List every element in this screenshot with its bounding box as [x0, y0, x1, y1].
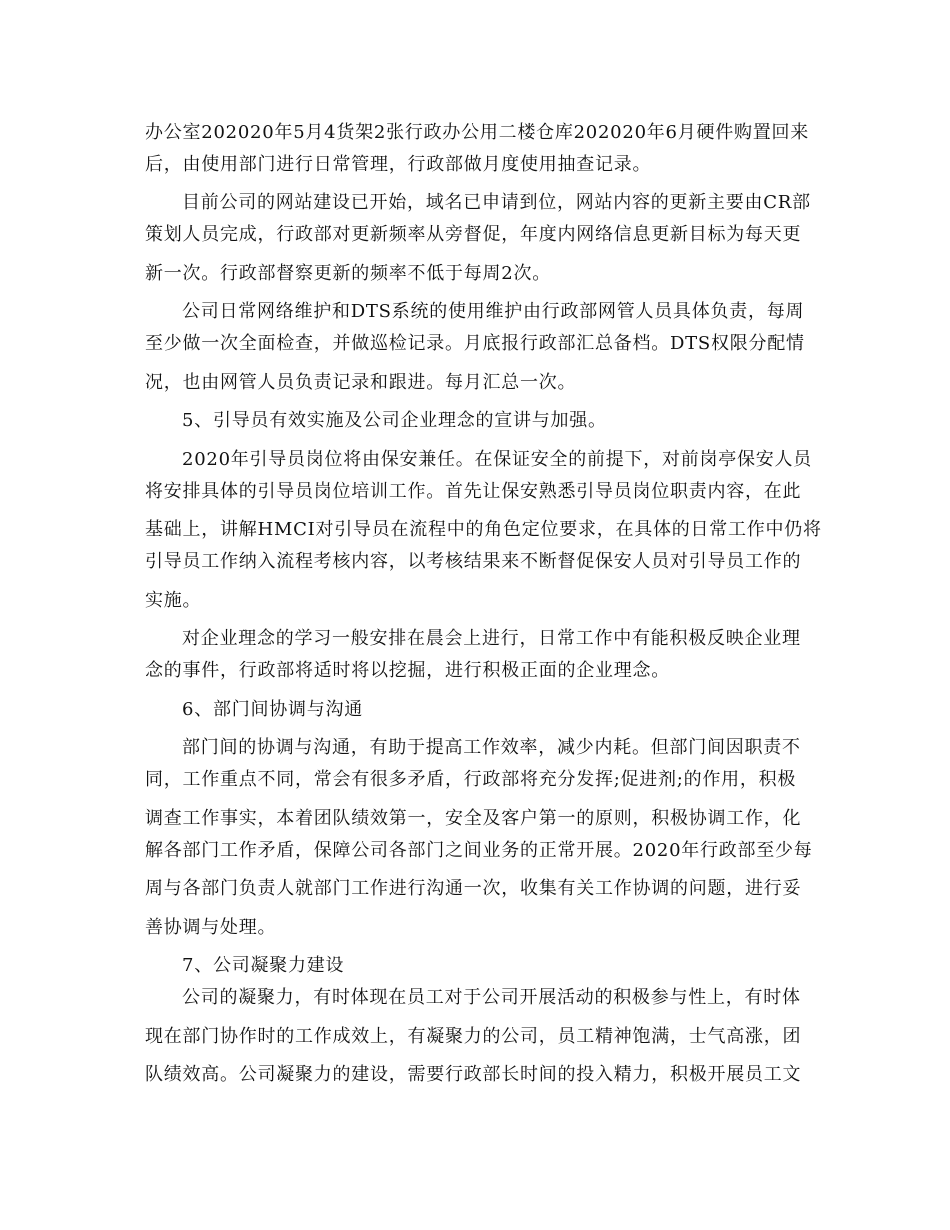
text-line: 解各部门工作矛盾，保障公司各部门之间业务的正常开展。2020年行政部至少每 — [145, 840, 813, 861]
text-line: 将安排具体的引导员岗位培训工作。首先让保安熟悉引导员岗位职责内容，在此 — [145, 481, 802, 502]
text-line: 引导员工作纳入流程考核内容，以考核结果来不断督促保安人员对引导员工作的 — [145, 551, 802, 572]
text-line: 念的事件，行政部将适时将以挖掘，进行积极正面的企业理念。 — [145, 660, 670, 681]
text-line: 新一次。行政部督察更新的频率不低于每周2次。 — [145, 263, 551, 284]
text-line: 至少做一次全面检查，并做巡检记录。月底报行政部汇总备档。DTS权限分配情 — [145, 333, 805, 354]
text-line: 策划人员完成，行政部对更新频率从旁督促，年度内网络信息更新目标为每天更 — [145, 224, 802, 245]
text-line: 后，由使用部门进行日常管理，行政部做月度使用抽查记录。 — [145, 154, 652, 175]
text-line: 况，也由网管人员负责记录和跟进。每月汇总一次。 — [145, 372, 577, 393]
paragraph-first-line: 部门间的协调与沟通，有助于提高工作效率，减少内耗。但部门间因职责不 — [182, 737, 801, 758]
section-heading-5: 5、引导员有效实施及公司企业理念的宣讲与加强。 — [182, 410, 607, 431]
text-line: 调查工作事实，本着团队绩效第一，安全及客户第一的原则，积极协调工作，化 — [145, 808, 802, 829]
text-line: 现在部门协作时的工作成效上，有凝聚力的公司，员工精神饱满，士气高涨，团 — [145, 1026, 802, 1047]
text-line: 办公室202020年5月4货架2张行政办公用二楼仓库202020年6月硬件购置回来 — [145, 122, 809, 143]
paragraph-first-line: 对企业理念的学习一般安排在晨会上进行，日常工作中有能积极反映企业理 — [182, 628, 801, 649]
paragraph-first-line: 公司的凝聚力，有时体现在员工对于公司开展活动的积极参与性上，有时体 — [182, 987, 801, 1008]
section-heading-6: 6、部门间协调与沟通 — [182, 699, 363, 720]
paragraph-first-line: 2020年引导员岗位将由保安兼任。在保证安全的前提下，对前岗亭保安人员 — [182, 449, 813, 470]
section-heading-7: 7、公司凝聚力建设 — [182, 955, 345, 976]
paragraph-first-line: 目前公司的网站建设已开始，域名已申请到位，网站内容的更新主要由CR部 — [182, 192, 811, 213]
text-line: 同，工作重点不同，常会有很多矛盾，行政部将充分发挥;促进剂;的作用，积极 — [145, 769, 797, 790]
text-line: 基础上，讲解HMCI对引导员在流程中的角色定位要求，在具体的日常工作中仍将 — [145, 519, 822, 540]
text-line: 队绩效高。公司凝聚力的建设，需要行政部长时间的投入精力，积极开展员工文 — [145, 1064, 802, 1085]
paragraph-first-line: 公司日常网络维护和DTS系统的使用维护由行政部网管人员具体负责，每周 — [182, 301, 805, 322]
text-line: 善协调与处理。 — [145, 917, 277, 938]
text-line: 周与各部门负责人就部门工作进行沟通一次，收集有关工作协调的问题，进行妥 — [145, 878, 802, 899]
text-line: 实施。 — [145, 590, 202, 611]
